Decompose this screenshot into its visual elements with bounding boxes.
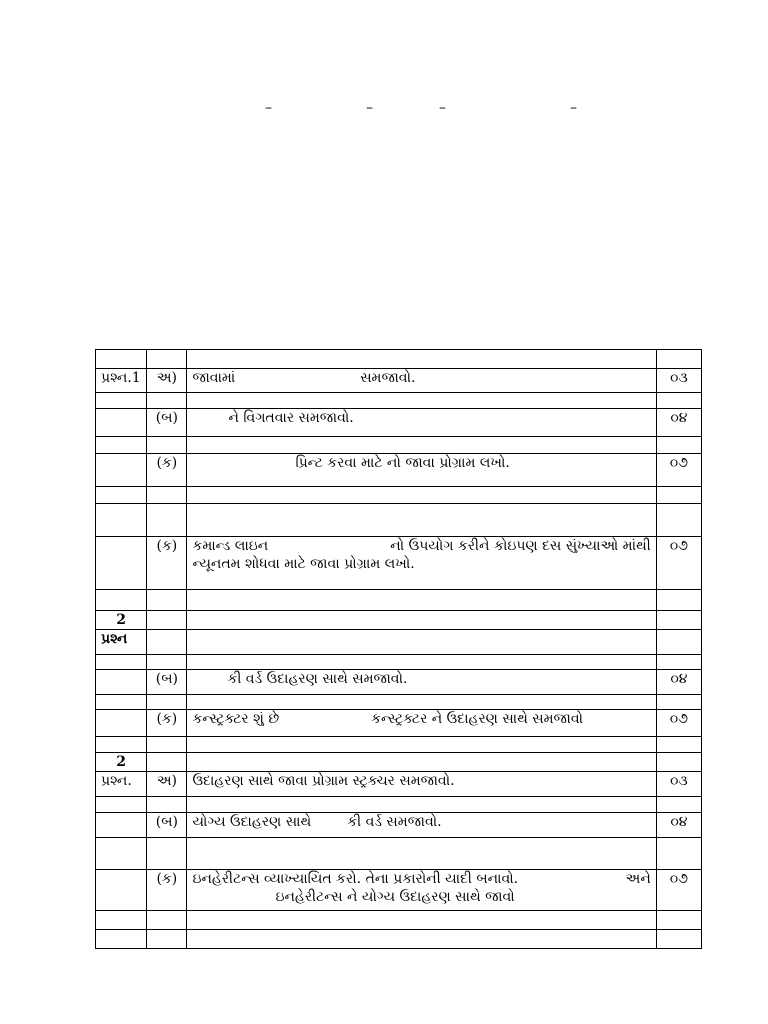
question-text-part: જાવામાં [192, 370, 236, 386]
marks-cell: ૦૭ [656, 870, 701, 911]
question-text-part: કી વર્ડ ઉદાહરણ સાથે સમજાવો. [227, 671, 408, 687]
table-row [96, 737, 702, 753]
table-row [96, 870, 702, 911]
table-row [96, 409, 702, 437]
marks-cell [656, 630, 701, 655]
marks-cell: ૦૭ [656, 454, 701, 487]
table-row [96, 772, 702, 797]
table-row [96, 611, 702, 630]
table-row [96, 630, 702, 655]
sub-label-cell [147, 838, 187, 870]
sub-label-cell [147, 437, 187, 454]
table-row [96, 393, 702, 409]
header-dash-4: – [570, 100, 577, 116]
sub-label-cell [147, 487, 187, 504]
question-text-part: યોગ્ય ઉદાહરણ સાથે [192, 814, 312, 830]
question-text-part: ઇનહેરીટન્સ ને યોગ્ય ઉદાહરણ સાથે જાવો [275, 889, 515, 905]
sub-label-cell [147, 504, 187, 537]
header-dash-1: – [265, 100, 272, 116]
question-text-cell [187, 630, 656, 655]
question-text-cell [187, 454, 656, 487]
header-dash-3: – [439, 100, 446, 116]
question-text-part: અને [625, 871, 651, 887]
sub-label-cell: (ક) [147, 710, 187, 737]
sub-label-cell: (ક) [147, 454, 187, 487]
q-number-cell [96, 737, 147, 753]
q-number-cell: 2 [96, 753, 147, 772]
sub-label-cell [147, 393, 187, 409]
marks-cell: ૦૪ [656, 409, 701, 437]
sub-label-cell: (બ) [147, 670, 187, 695]
table-row [96, 710, 702, 737]
sub-label-cell [147, 911, 187, 930]
marks-cell [656, 437, 701, 454]
table-row [96, 930, 702, 949]
marks-cell [656, 737, 701, 753]
q-number-cell [96, 813, 147, 838]
marks-cell [656, 350, 701, 369]
q-number-cell: પ્રશ્ન. [96, 772, 147, 797]
sub-label-cell [147, 737, 187, 753]
sub-label-cell: (બ) [147, 813, 187, 838]
q-number-cell [96, 454, 147, 487]
q-number-cell [96, 537, 147, 590]
question-text-cell [187, 350, 656, 369]
sub-label-cell [147, 655, 187, 670]
question-text-part: ને વિગતવાર સમજાવો. [228, 410, 354, 426]
sub-label-cell: અ) [147, 772, 187, 797]
question-text-cell [187, 655, 656, 670]
marks-cell [656, 753, 701, 772]
q-number-cell [96, 695, 147, 710]
marks-cell: ૦૭ [656, 710, 701, 737]
question-text-part: નો ઉપયોગ કરીને કોઇપણ દસ સુંખ્યાઓ માંથી [390, 538, 651, 554]
question-table [95, 349, 702, 949]
sub-label-cell [147, 695, 187, 710]
question-text-cell [187, 695, 656, 710]
marks-cell [656, 590, 701, 611]
sub-label-cell: (ક) [147, 870, 187, 911]
question-text-cell [187, 537, 656, 590]
question-text-cell [187, 590, 656, 611]
table-row [96, 590, 702, 611]
question-text-cell [187, 487, 656, 504]
question-text-cell [187, 930, 656, 949]
table-row [96, 437, 702, 454]
marks-cell: ૦૩ [656, 369, 701, 393]
marks-cell [656, 930, 701, 949]
marks-cell [656, 611, 701, 630]
question-text-cell [187, 911, 656, 930]
q-number-cell [96, 911, 147, 930]
q-number-cell [96, 350, 147, 369]
q-number-cell [96, 437, 147, 454]
table-row [96, 537, 702, 590]
table-row [96, 911, 702, 930]
q-number-cell [96, 797, 147, 813]
sub-label-cell [147, 350, 187, 369]
question-text-cell [187, 797, 656, 813]
question-text-cell [187, 393, 656, 409]
question-text-cell [187, 409, 656, 437]
question-text-part: પ્રિન્ટ કરવા માટે નો જાવા પ્રોગ્રામ લખો. [295, 455, 510, 471]
marks-cell: ૦૩ [656, 772, 701, 797]
question-text-part: કન્સ્ટ્રક્ટર શું છે [192, 711, 280, 727]
table-row [96, 813, 702, 838]
sub-label-cell [147, 753, 187, 772]
table-row [96, 655, 702, 670]
table-row [96, 695, 702, 710]
marks-cell [656, 695, 701, 710]
marks-cell: ૦૪ [656, 670, 701, 695]
question-text-cell [187, 369, 656, 393]
question-text-cell [187, 838, 656, 870]
question-text-cell [187, 753, 656, 772]
table-row [96, 504, 702, 537]
table-row [96, 369, 702, 393]
table-row [96, 797, 702, 813]
table-row [96, 838, 702, 870]
q-number-cell [96, 710, 147, 737]
sub-label-cell: અ) [147, 369, 187, 393]
sub-label-cell [147, 590, 187, 611]
sub-label-cell: (ક) [147, 537, 187, 590]
table-row [96, 670, 702, 695]
question-text-cell [187, 611, 656, 630]
marks-cell [656, 911, 701, 930]
marks-cell [656, 838, 701, 870]
sub-label-cell [147, 930, 187, 949]
question-text-cell [187, 737, 656, 753]
table-row [96, 350, 702, 369]
marks-cell [656, 487, 701, 504]
question-text-cell [187, 504, 656, 537]
q-number-cell [96, 504, 147, 537]
q-number-cell: પ્રશ્ન [96, 630, 147, 655]
q-number-cell [96, 930, 147, 949]
question-text-part: કમાન્ડ લાઇન [192, 538, 269, 554]
question-text-cell [187, 870, 656, 911]
q-number-cell [96, 838, 147, 870]
marks-cell [656, 504, 701, 537]
q-number-cell: 2 [96, 611, 147, 630]
marks-cell: ૦૪ [656, 813, 701, 838]
question-text-cell [187, 710, 656, 737]
table-row [96, 753, 702, 772]
q-number-cell [96, 670, 147, 695]
q-number-cell [96, 870, 147, 911]
sub-label-cell: (બ) [147, 409, 187, 437]
q-number-cell [96, 655, 147, 670]
sub-label-cell [147, 797, 187, 813]
question-text-cell [187, 437, 656, 454]
question-text-cell: ઉદાહરણ સાથે જાવા પ્રોગ્રામ સ્ટ્રક્ચર સમજાવો. [187, 772, 656, 797]
q-number-cell: પ્રશ્ન.1 [96, 369, 147, 393]
marks-cell: ૦૭ [656, 537, 701, 590]
question-text-part: ન્યૂનતમ શોધવા માટે જાવા પ્રોગ્રામ લખો. [192, 556, 415, 572]
question-text-part: ઇનહેરીટન્સ વ્યાખ્યાયિત કરો. તેના પ્રકારોની યાદી બનાવો. [192, 871, 519, 887]
table-row [96, 487, 702, 504]
question-text-cell [187, 670, 656, 695]
q-number-cell [96, 590, 147, 611]
marks-cell [656, 655, 701, 670]
question-text-part: કન્સ્ટ્રક્ટર ને ઉદાહરણ સાથે સમજાવો [371, 711, 584, 727]
q-number-cell [96, 393, 147, 409]
marks-cell [656, 797, 701, 813]
sub-label-cell [147, 611, 187, 630]
marks-cell [656, 393, 701, 409]
table-row [96, 454, 702, 487]
sub-label-cell [147, 630, 187, 655]
question-text-part: સમજાવો. [360, 370, 416, 386]
question-text-cell [187, 813, 656, 838]
header-dash-2: – [366, 100, 373, 116]
q-number-cell [96, 487, 147, 504]
question-text-part: કી વર્ડ સમજાવો. [347, 814, 442, 830]
q-number-cell [96, 409, 147, 437]
